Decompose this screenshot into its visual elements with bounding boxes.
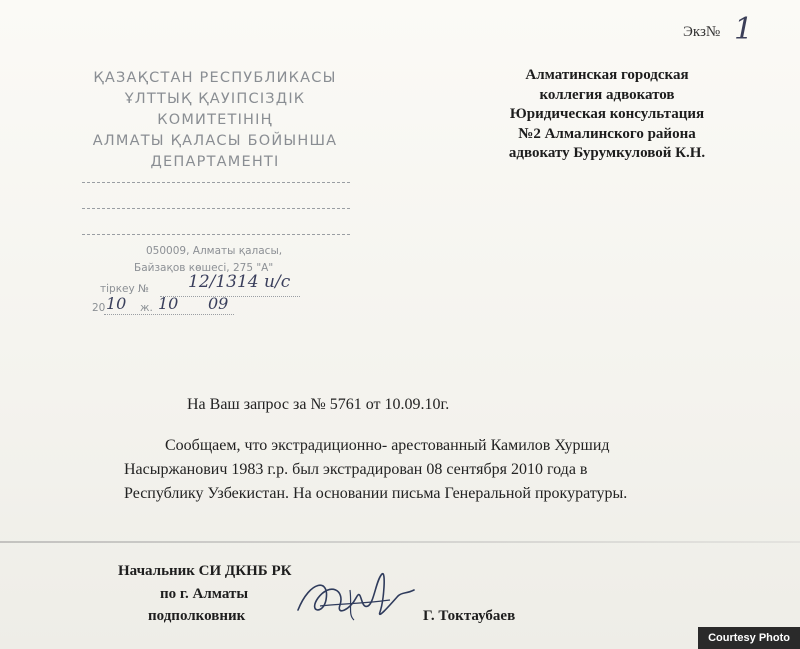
stamp-divider	[82, 208, 350, 209]
date-prefix: 20	[92, 302, 106, 314]
stamp-address-line: Байзақов көшесі, 275 "А"	[134, 262, 274, 274]
registration-number: 12/1314 и/с	[188, 272, 291, 292]
body-line: Республику Узбекистан. На основании письма Генеральной прокуратуры.	[124, 485, 628, 502]
registration-underline	[160, 296, 300, 297]
recipient-line: №2 Алмалинского района	[518, 125, 696, 142]
recipient-line: Юридическая консультация	[509, 106, 705, 122]
recipient-block	[452, 66, 762, 164]
copy-number: 1	[734, 12, 754, 47]
stamp-line: ҰЛТТЫҚ ҚАУІПСІЗДІК	[124, 91, 306, 107]
date-underline	[104, 314, 234, 315]
registration-label: тіркеу №	[100, 283, 149, 295]
department-stamp	[70, 68, 360, 173]
date-month: 10	[158, 294, 179, 313]
date-year: 10	[106, 294, 127, 313]
stamp-line: ҚАЗАҚСТАН РЕСПУБЛИКАСЫ	[93, 70, 337, 86]
stamp-divider	[82, 234, 350, 235]
body-line: Сообщаем, что экстрадиционно- арестованный Камилов Хуршид	[165, 437, 610, 454]
date-year-suffix: ж.	[140, 302, 153, 314]
signatory-title: Начальник СИ ДКНБ РК	[118, 563, 292, 579]
recipient-line: адвокату Бурумкуловой К.Н.	[508, 145, 706, 161]
reference-line: На Ваш запрос за № 5761 от 10.09.10г.	[187, 396, 450, 413]
stamp-line: АЛМАТЫ ҚАЛАСЫ БОЙЫНША	[92, 133, 338, 149]
paper-fold-line	[0, 541, 800, 543]
stamp-divider	[82, 182, 350, 183]
stamp-address-line: 050009, Алматы қаласы,	[146, 245, 283, 257]
copy-label: Экз№	[683, 24, 721, 40]
body-line: Насыржанович 1983 г.р. был экстрадирован 08 сентября 2010 года в	[124, 461, 588, 478]
date-day: 09	[208, 294, 229, 313]
photo-credit: Courtesy Photo	[698, 627, 800, 649]
stamp-line: КОМИТЕТІНІҢ	[157, 112, 273, 128]
recipient-line: Алматинская городская	[525, 67, 689, 83]
signatory-name: Г. Токтаубаев	[423, 608, 516, 624]
signatory-rank: подполковник	[148, 608, 246, 624]
handwritten-signature	[290, 560, 420, 630]
recipient-line: коллегия адвокатов	[539, 86, 675, 103]
stamp-line: ДЕПАРТАМЕНТІ	[150, 154, 280, 170]
signatory-city: по г. Алматы	[160, 586, 249, 602]
